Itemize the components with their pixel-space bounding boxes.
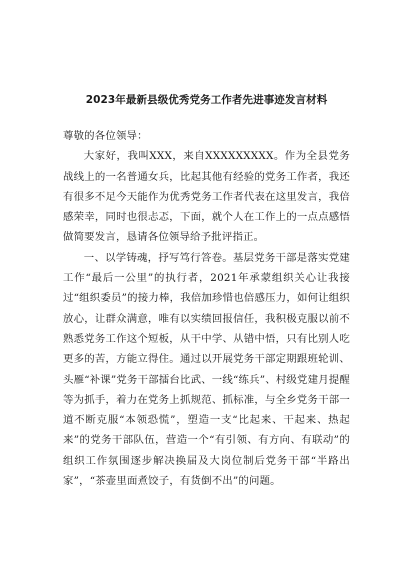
body-paragraph-section-1: 一、以学铸魂，抒写笃行答卷。基层党务干部是落实党建工作“最后一公里”的执行者，2021年承蒙组织关心让我接过“组织委员”的接力棒，我倍加珍惜也倍感压力，如何让组织放心，让群众满意，唯有以实绩回报信任，我积极克服以前不熟悉党务工作这个短板，从干中学、从错中悟，只有比别人吃更多的苦，方能立得住。通过以开展党务干部定期跟班轮训、头雁“补课”党务干部擂台比武、一线“练兵”、村级党建月提醒等为抓手，着力在党务上抓规范、抓标准，与全乡党务干部一道不断克服“本领恐慌”，塑造一支“比起来、干起来、热起来”的党务干部队伍，营造一个“有引领、有方向、有联动”的组织工作氛围逐步解决换届及大岗位制后党务干部“半路出家”，“茶壶里面煮饺子，有货倒不出”的问题。: [63, 251, 350, 488]
body-paragraph-intro: 大家好，我叫XXX，来自XXXXXXXXX。作为全县党务战线上的一名普通女兵，比起其他有经验的党务工作者，我还有很多不足今天能作为优秀党务工作者代表在这里发言，我倍感荣幸，同时也很忐忑，下面，就个人在工作上的一点点感悟做简要发言，恳请各位领导给予批评指正。: [63, 150, 350, 244]
document-title: 2023年最新县级优秀党务工作者先进事迹发言材料: [85, 94, 328, 106]
salutation: 尊敬的各位领导：: [63, 130, 148, 142]
